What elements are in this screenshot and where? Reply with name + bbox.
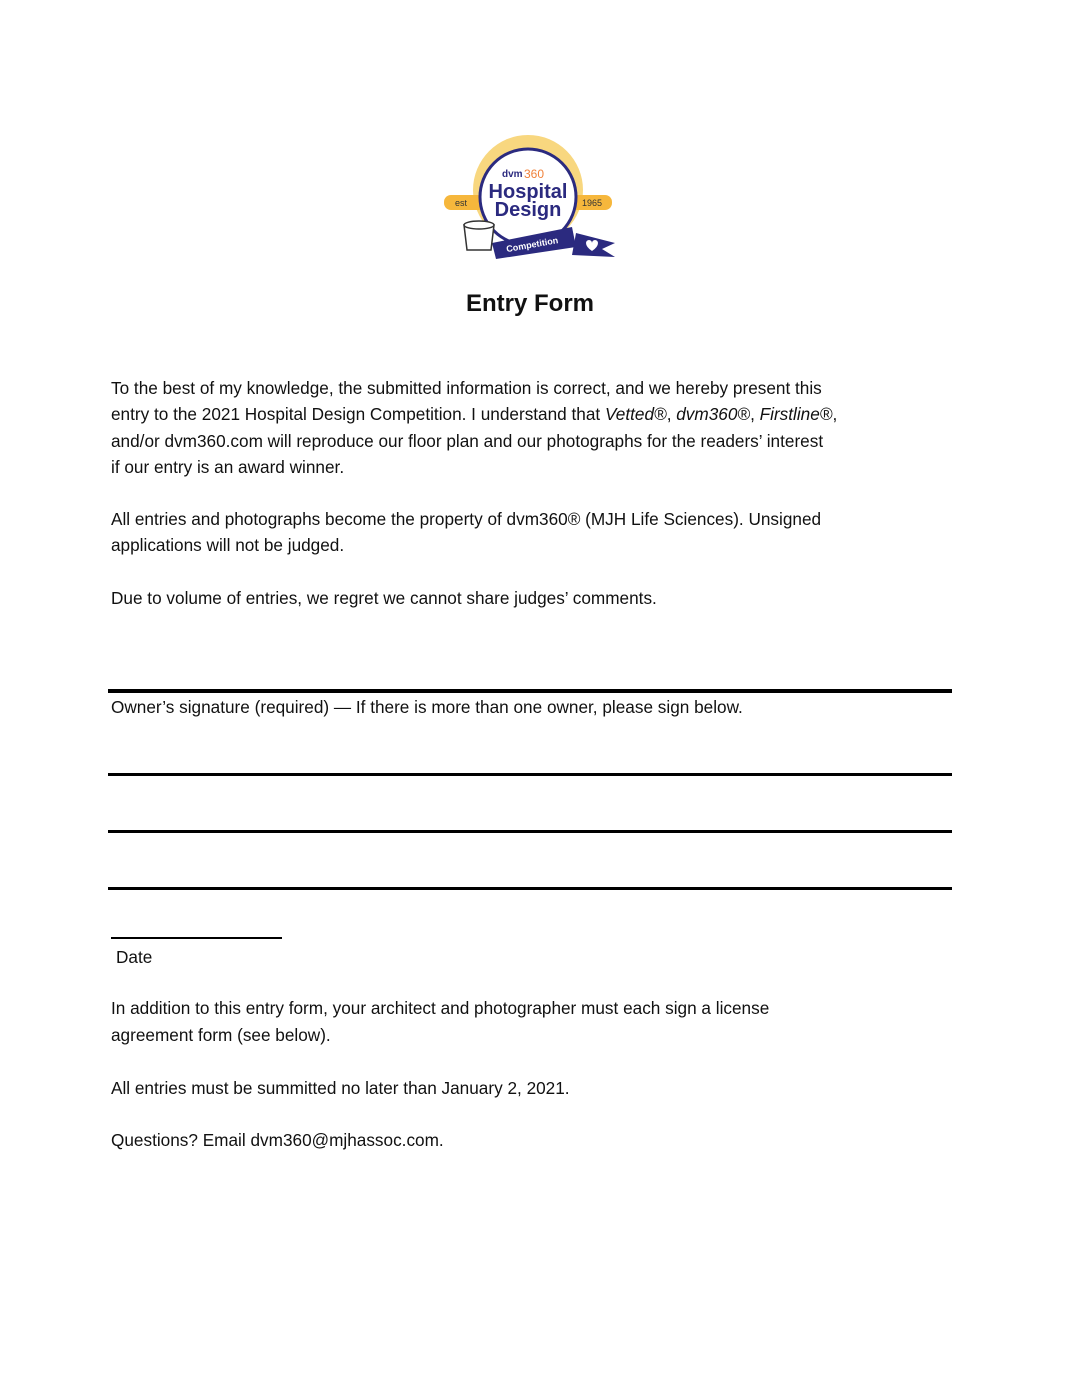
- brand-vetted: Vetted®: [604, 404, 667, 424]
- deadline-text: All entries must be summitted no later than January 2, 2021.: [111, 1078, 570, 1098]
- text: ,: [832, 404, 838, 424]
- intro-line-2: [111, 404, 837, 424]
- date-line[interactable]: [111, 937, 282, 939]
- svg-text:est: est: [455, 198, 468, 208]
- text: ,: [750, 404, 760, 424]
- property-line-2: applications will not be judged.: [111, 535, 345, 555]
- svg-text:1965: 1965: [582, 198, 603, 208]
- signature-top-rule: [108, 689, 952, 693]
- svg-text:dvm: dvm: [502, 169, 523, 180]
- signature-line-2[interactable]: [108, 830, 952, 833]
- svg-text:Design: Design: [494, 199, 562, 221]
- svg-text:Hospital: Hospital: [488, 181, 568, 203]
- license-line-2: agreement form (see below).: [111, 1025, 331, 1045]
- signature-line-3[interactable]: [108, 887, 952, 890]
- contact-prefix: Questions? Email: [111, 1130, 251, 1150]
- contact-line: [111, 1130, 444, 1150]
- hospital-design-competition-logo: [440, 135, 620, 265]
- license-line-1: In addition to this entry form, your architect and photographer must each sign a license: [111, 998, 770, 1018]
- signature-line-1[interactable]: [108, 773, 952, 776]
- property-line-1: All entries and photographs become the property of dvm360® (MJH Life Sciences). Unsigned: [111, 509, 822, 529]
- svg-text:Competition: Competition: [505, 235, 559, 255]
- brand-dvm360: dvm360®: [676, 404, 751, 424]
- email-link[interactable]: dvm360@mjhassoc.com.: [250, 1130, 444, 1150]
- date-label: Date: [116, 947, 153, 967]
- text: entry to the 2021 Hospital Design Competition. I understand that: [111, 404, 605, 424]
- brand-firstline: Firstline®: [759, 404, 833, 424]
- text: ,: [666, 404, 677, 424]
- intro-line-3: and/or dvm360.com will reproduce our floor plan and our photographs for the readers’ interest: [111, 431, 824, 451]
- intro-line-4: if our entry is an award winner.: [111, 457, 345, 477]
- svg-text:360: 360: [524, 167, 545, 181]
- judges-comments-text: Due to volume of entries, we regret we cannot share judges’ comments.: [111, 588, 657, 608]
- intro-line-1: To the best of my knowledge, the submitted information is correct, and we hereby present this: [111, 378, 822, 398]
- signature-label: Owner’s signature (required) — If there is more than one owner, please sign below.: [111, 697, 743, 717]
- page-title: Entry Form: [465, 290, 594, 317]
